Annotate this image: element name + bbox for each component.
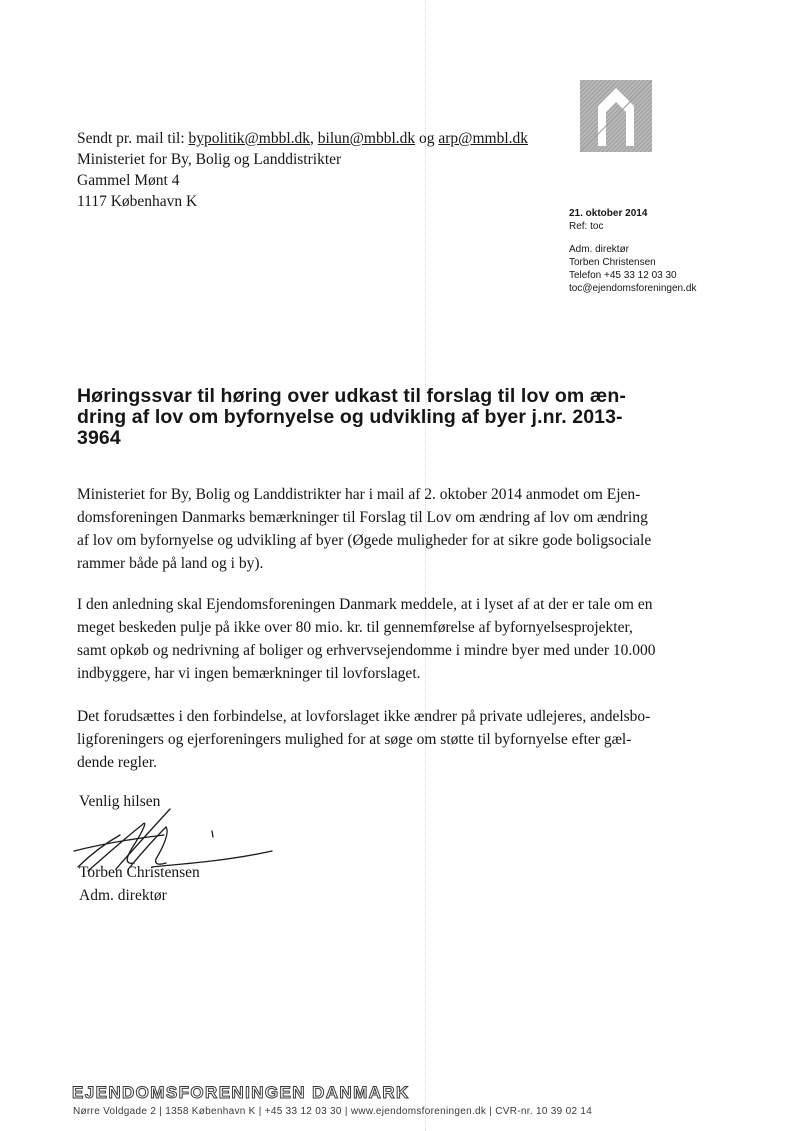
sender-name: Torben Christensen xyxy=(569,257,656,268)
email-link-arp[interactable]: arp@mmbl.dk xyxy=(438,130,528,147)
text-line: samt opkøb og nedrivning af boliger og erhvervsejendomme i mindre byer med under 10.000 xyxy=(77,642,656,659)
text-line: af lov om byfornyelse og udvikling af byer (Øgede muligheder for at sikre gode boligsociale xyxy=(77,532,652,549)
closing-greeting: Venlig hilsen xyxy=(79,793,161,810)
body-paragraph-2 xyxy=(77,593,707,685)
letter-date: 21. oktober 2014 xyxy=(569,208,648,219)
recipient-street: Gammel Mønt 4 xyxy=(77,172,180,189)
signer-name: Torben Christensen xyxy=(79,864,200,881)
text-line: ligforeningers og ejerforeningers mulighed for at søge om støtte til byfornyelse efter gæl- xyxy=(77,731,632,748)
text-line: meget beskeden pulje på ikke over 80 mio. kr. til gennemførelse af byfornyelsesprojekter, xyxy=(77,619,633,636)
sender-phone: Telefon +45 33 12 03 30 xyxy=(569,270,677,281)
sender-role: Adm. direktør xyxy=(569,244,630,255)
email-link-bypolitik[interactable]: bypolitik@mbbl.dk xyxy=(188,130,311,147)
recipient-emails-line xyxy=(77,128,528,149)
sender-email: toc@ejendomsforeningen.dk xyxy=(569,283,697,294)
letter-meta xyxy=(569,207,696,295)
recipient-address xyxy=(77,128,528,212)
email-link-bilun[interactable]: bilun@mbbl.dk xyxy=(317,130,416,147)
body-paragraph-1 xyxy=(77,483,707,575)
body-paragraph-3 xyxy=(77,705,707,774)
recipient-prefix: Sendt pr. mail til: xyxy=(77,130,189,147)
title-line: dring af lov om byfornyelse og udvikling af byer j.nr. 2013- xyxy=(77,406,623,428)
title-line: Høringssvar til høring over udkast til forslag til lov om æn- xyxy=(77,385,626,407)
text-line: Ministeriet for By, Bolig og Landdistrikter har i mail af 2. oktober 2014 anmodet om Ejen- xyxy=(77,486,641,503)
text-line: dende regler. xyxy=(77,754,158,771)
email-separator: , xyxy=(310,130,318,147)
letter-ref: Ref: toc xyxy=(569,221,604,232)
text-line: indbyggere, har vi ingen bemærkninger til lovforslaget. xyxy=(77,665,421,682)
recipient-ministry: Ministeriet for By, Bolig og Landdistrikter xyxy=(77,151,342,168)
house-logo-icon xyxy=(580,80,652,152)
recipient-city: 1117 København K xyxy=(77,193,198,210)
text-line: rammer både på land og i by). xyxy=(77,555,264,572)
footer-contact-info: Nørre Voldgade 2 | 1358 København K | +45 33 12 03 30 | www.ejendomsforeningen.dk | CVR-nr. 10 39 02 14 xyxy=(73,1106,593,1117)
text-line: Det forudsættes i den forbindelse, at lovforslaget ikke ændrer på private udlejeres, andelsbo- xyxy=(77,708,651,725)
email-conjunction: og xyxy=(415,130,439,147)
text-line: I den anledning skal Ejendomsforeningen Danmark meddele, at i lyset af at der er tale om en xyxy=(77,596,653,613)
signer-title: Adm. direktør xyxy=(79,887,167,904)
letter-title xyxy=(77,386,702,449)
title-line: 3964 xyxy=(77,427,121,449)
footer-brand: EJENDOMSFORENINGEN DANMARK xyxy=(72,1083,410,1102)
text-line: domsforeningen Danmarks bemærkninger til Forslag til Lov om ændring af lov om ændring xyxy=(77,509,648,526)
